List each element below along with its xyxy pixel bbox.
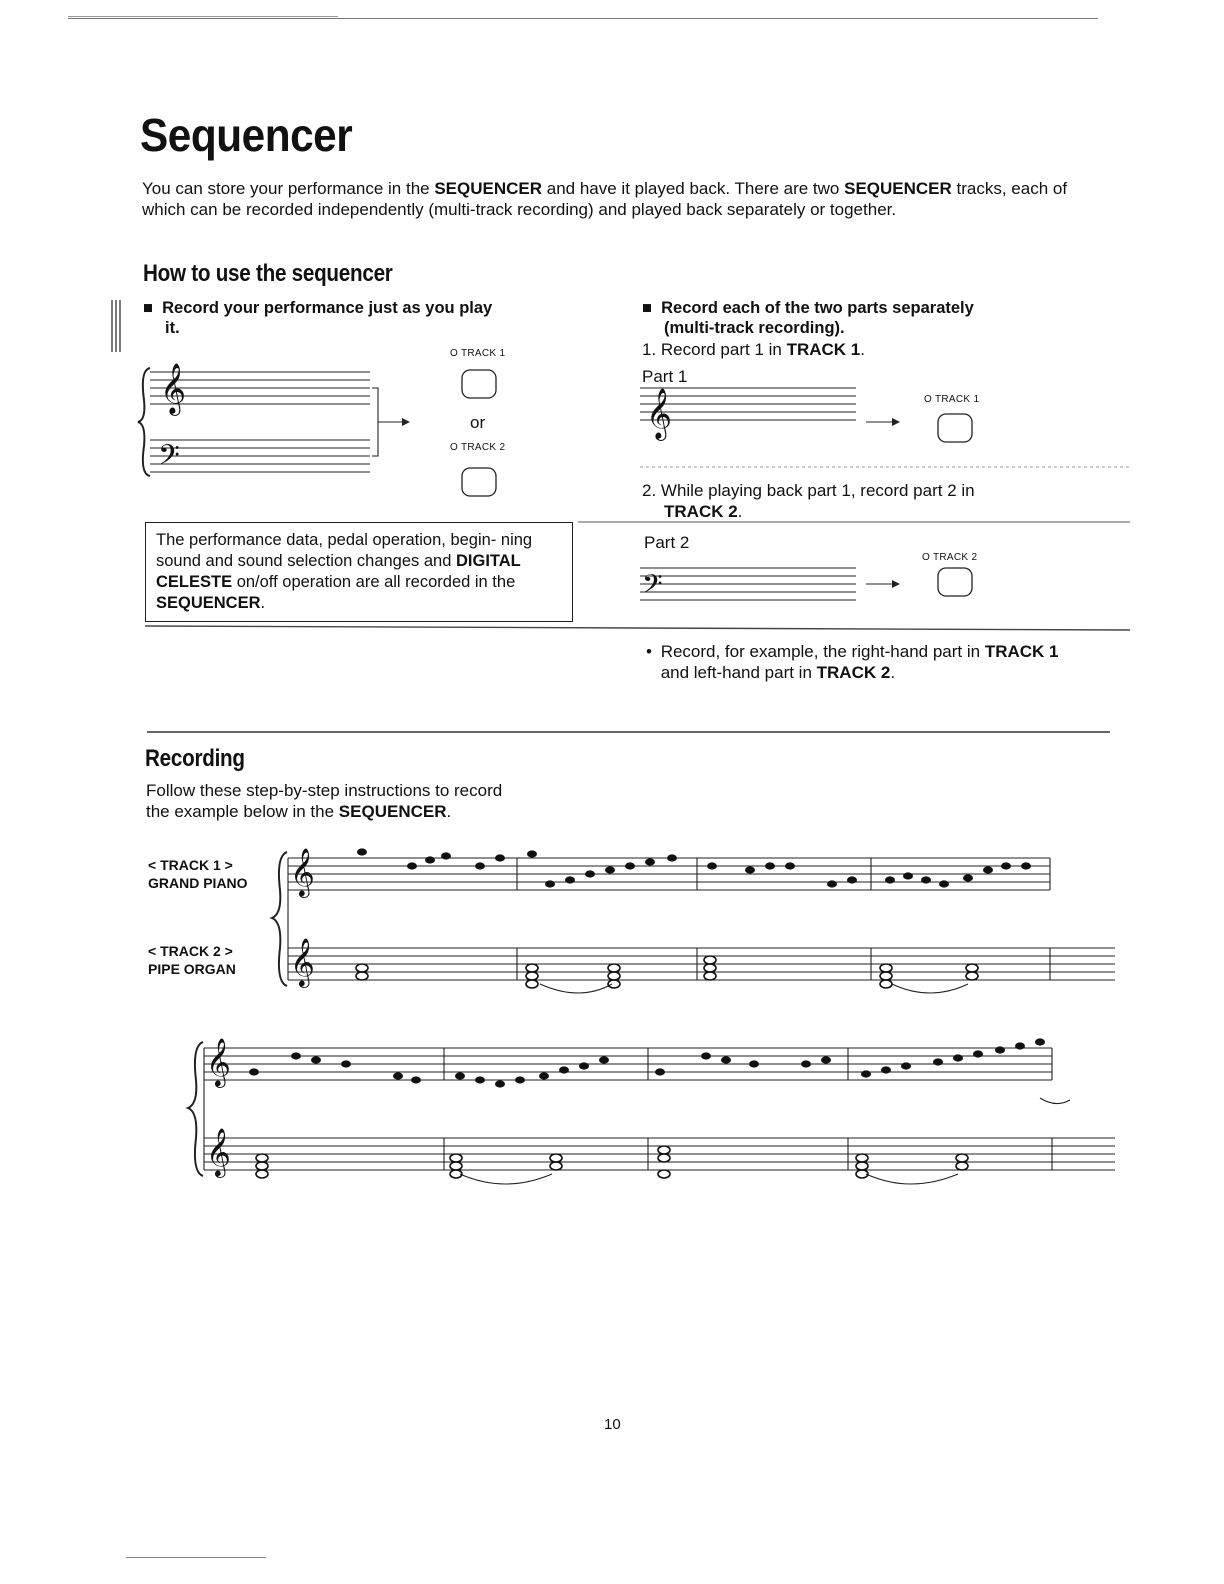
info-note-box: The performance data, pedal operation, begin- ning sound and sound selection changes and DIGITAL CELESTE on/off operation are all recorded in the SEQUENCER. xyxy=(145,522,573,622)
score-system-2 xyxy=(188,1042,1115,1184)
part1-track-label: O TRACK 1 xyxy=(924,394,980,405)
bullet-square: ■ xyxy=(642,299,662,317)
page-title: Sequencer xyxy=(140,109,353,161)
svg-text:𝄢: 𝄢 xyxy=(158,439,180,479)
part-2-label: Part 2 xyxy=(644,533,690,552)
bottom-rule xyxy=(126,1557,266,1558)
left-track2-label: O TRACK 2 xyxy=(450,442,506,453)
track1-label: < TRACK 1 > GRAND PIANO xyxy=(148,857,248,891)
svg-text:𝄞: 𝄞 xyxy=(160,363,187,414)
svg-text:𝄞: 𝄞 xyxy=(206,1037,231,1086)
how-to-heading: How to use the sequencer xyxy=(143,260,393,287)
svg-text:𝄞: 𝄞 xyxy=(206,1127,231,1176)
svg-text:𝄢: 𝄢 xyxy=(642,568,663,606)
left-bullet: ■ Record your performance just as you play it. xyxy=(143,299,493,337)
svg-text:𝄞: 𝄞 xyxy=(290,937,315,986)
intro-paragraph: You can store your performance in the SEQUENCER and have it played back. There are two SEQUENCER tracks, each of which can be recorded independently (multi-track recording) and played back separately or together. xyxy=(142,179,1068,219)
left-track1-label: O TRACK 1 xyxy=(450,348,506,359)
or-label: or xyxy=(470,413,486,432)
svg-text:𝄞: 𝄞 xyxy=(646,388,673,439)
part2-track-label: O TRACK 2 xyxy=(922,552,978,563)
recording-heading: Recording xyxy=(145,745,245,772)
step-2: 2. While playing back part 1, record part 2 in TRACK 2. xyxy=(642,481,975,521)
track2-label: < TRACK 2 > PIPE ORGAN xyxy=(148,943,236,977)
recording-desc: Follow these step-by-step instructions to record the example below in the SEQUENCER. xyxy=(146,781,503,821)
example-bullet: • Record, for example, the right-hand part in TRACK 1 and left-hand part in TRACK 2. xyxy=(646,642,1059,682)
bullet-square: ■ xyxy=(143,299,163,317)
step-1: 1. Record part 1 in TRACK 1. xyxy=(642,340,865,359)
part-1-label: Part 1 xyxy=(642,367,688,386)
right-bullet: ■ Record each of the two parts separately (multi-track recording). xyxy=(642,299,974,337)
page-number: 10 xyxy=(604,1416,621,1433)
svg-text:𝄞: 𝄞 xyxy=(290,847,315,896)
